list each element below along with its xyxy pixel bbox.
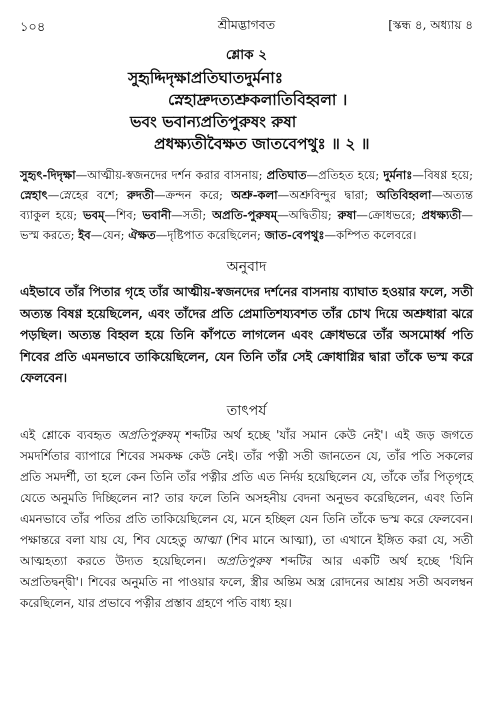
- synonym-term: ঐক্ষত: [128, 228, 156, 242]
- synonym-meaning: কম্পিত কলেবরে।: [336, 228, 417, 242]
- translation-heading: অনুবাদ: [226, 259, 267, 275]
- verse-line-3: ভবং ভবান্যপ্রতিপুরুষং রুষা: [130, 112, 297, 131]
- synonym-meaning: প্রতিহত হয়ে;: [318, 168, 384, 182]
- synonym-term: ইব: [78, 228, 91, 242]
- page-number: ১০৪: [20, 20, 46, 35]
- synonym-meaning: বিষণ্ণ হয়ে;: [424, 168, 473, 182]
- verse-line-4: প্রধক্ষ্যতীবৈক্ষত জাতবেপথুঃ ॥ ২ ॥: [154, 134, 370, 153]
- synonym-meaning: শিব;: [116, 208, 143, 222]
- synonym-meaning: স্নেহের বশে;: [59, 188, 128, 202]
- page-header: [20, 14, 473, 36]
- synonym-meaning: আত্মীয়-স্বজনদের দর্শন করার বাসনায়;: [87, 168, 267, 182]
- translation-text: এইভাবে তাঁর পিতার গৃহে তাঁর আত্মীয়-স্বজনদের দর্শনের বাসনায় ব্যাঘাত হওয়ার ফলে, সতী অত্যন্ত বিষণ্ণ হয়েছিলেন, এবং তাঁদের প্রতি প্রেমাতিশয্যবশত তাঁর চোখ দিয়ে অশ্রুধারা ঝরে পড়ছিল। অত্যন্ত বিহ্বল হয়ে তিনি কাঁপতে লাগলেন এবং ক্রোধভরে তাঁর অসমোর্ধ্ব পতি শিবের প্রতি এমনভাবে তাকিয়েছিলেন, যেন তিনি তাঁর সেই ক্রোধাগ্নির দ্বারা তাঁকে ভস্ম করে ফেলবেন।: [20, 284, 473, 385]
- verse-text: [20, 67, 473, 155]
- synonym-meaning: যেন;: [102, 228, 129, 242]
- synonym-term: প্রতিঘাত: [266, 168, 307, 182]
- purport-term: অপ্রতিপুরুষ: [215, 553, 271, 568]
- synonym-term: রুষা: [337, 208, 357, 222]
- synonym-meaning: ক্রোধভরে;: [367, 208, 422, 222]
- synonym-meaning: ভস্ম করতে;: [20, 228, 79, 242]
- synonym-term: প্রধক্ষ্যতী: [421, 208, 462, 222]
- synonym-term: জাত-বেপথুঃ: [264, 228, 325, 242]
- verse-heading: শ্লোক ২: [225, 47, 268, 63]
- synonym-meaning: অত্যন্ত ব্যাকুল হয়ে;: [20, 188, 473, 222]
- synonyms-paragraph: সুহৃৎ-দিদৃক্ষা—আত্মীয়-স্বজনদের দর্শন করার বাসনায়; প্রতিঘাত—প্রতিহত হয়ে; দুর্মনাঃ—বিষণ্ণ হয়ে; স্নেহাৎ—স্নেহের বশে; রুদতী—ক্রন্দন করে; অশ্রু-কলা—অশ্রুবিন্দুর দ্বারা; অতিবিহ্বলা—অত্যন্ত ব্যাকুল হয়ে; ভবম্—শিব; ভবানী—সতী; অপ্রতি-পুরুষম্—অদ্বিতীয়; রুষা—ক্রোধভরে; প্রধক্ষ্যতী—ভস্ম করতে; ইব—যেন; ঐক্ষত—দৃষ্টিপাত করেছিলেন; জাত-বেপথুঃ—কম্পিত কলেবরে।: [20, 168, 473, 242]
- purport-span: শব্দটির আর একটি অর্থ হচ্ছে 'যিনি অপ্রতিদ্বন্দ্বী'। শিবের অনুমতি না পাওয়ার ফলে, স্ত্রীর অন্তিম অস্ত্র রোদনের আশ্রয় সতী অবলম্বন করেছিলেন, যার প্রভাবে পত্নীর প্রস্তাব গ্রহণে পতি বাধ্য হয়।: [20, 553, 473, 610]
- chapter-reference: [স্কন্ধ ৪, অধ্যায় ৪: [388, 18, 473, 32]
- synonym-term: সুহৃৎ-দিদৃক্ষা: [20, 168, 76, 182]
- verse-line-1: সুহৃদ্দিদৃক্ষাপ্রতিঘাতদুর্মনাঃ: [128, 68, 284, 87]
- synonym-term: ভবানী: [142, 208, 172, 222]
- synonym-term: অপ্রতি-পুরুষম্: [212, 208, 278, 222]
- synonym-term: স্নেহাৎ: [20, 188, 48, 202]
- synonym-term: দুর্মনাঃ: [383, 168, 413, 182]
- synonym-meaning: অশ্রুবিন্দুর দ্বারা;: [289, 188, 377, 202]
- purport-text: [20, 425, 473, 614]
- synonym-term: অশ্রু-কলা: [231, 188, 278, 202]
- synonym-term: রুদতী: [127, 188, 155, 202]
- synonym-meaning: সতী;: [182, 208, 213, 222]
- synonym-meaning: ক্রন্দন করে;: [165, 188, 232, 202]
- synonym-term: ভবম্: [82, 208, 105, 222]
- purport-heading: তাৎপর্য: [226, 402, 267, 419]
- verse-line-2: স্নেহাদ্রুদত্যশ্রুকলাতিবিহ্বলা ।: [168, 90, 348, 109]
- synonym-term: অতিবিহ্বলা: [376, 188, 432, 202]
- purport-term: আত্মা: [192, 532, 221, 547]
- purport-span: (শিব মানে আত্মা), তা এখানে ইঙ্গিত করা যে, সতী আত্মহত্যা করতে উদ্যত হয়েছিলেন।: [20, 532, 473, 568]
- synonym-meaning: দৃষ্টিপাত করেছিলেন;: [167, 228, 265, 242]
- purport-span: শব্দটির অর্থ হচ্ছে 'যাঁর সমান কেউ নেই'। এই জড় জগতে সমদর্শিতার ব্যাপারে শিবের সমকক্ষ কেউ নেই। তাঁর পত্নী সতী জানতেন যে, তাঁর পতি সকলের প্রতি সমদর্শী, তা হলে কেন তিনি তাঁর পত্নীর প্রতি এত নির্দয় হয়েছিলেন যে, তাঁকে তাঁর পিতৃগৃহে যেতে অনুমতি দিচ্ছিলেন না? তার ফলে তিনি অসহনীয় বেদনা অনুভব করেছিলেন, এবং তিনি এমনভাবে তাঁর পতির প্রতি তাকিয়েছিলেন যে, মনে হচ্ছিল যেন তিনি তাঁকে ভস্ম করে ফেলবেন। পক্ষান্তরে বলা যায় যে, শিব যেহেতু: [20, 427, 473, 547]
- book-title: শ্রীমদ্ভাগবত: [217, 17, 276, 32]
- purport-span: এই শ্লোকে ব্যবহৃত: [20, 427, 118, 442]
- synonym-meaning: অদ্বিতীয়;: [288, 208, 338, 222]
- purport-term: অপ্রতিপুরুষম্: [117, 427, 179, 442]
